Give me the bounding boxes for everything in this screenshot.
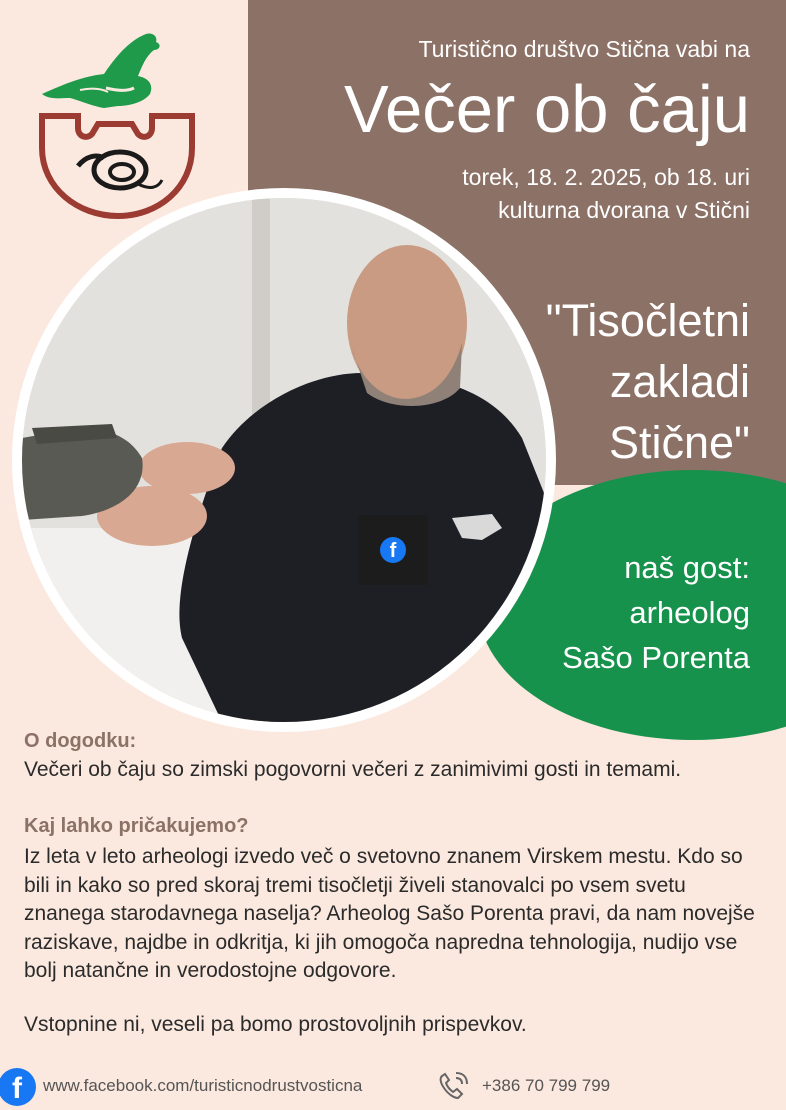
event-place: kulturna dvorana v Stični [498, 197, 750, 223]
facebook-link[interactable]: www.facebook.com/turisticnodrustvosticna [43, 1076, 363, 1095]
event-title: Večer ob čaju [344, 72, 750, 147]
society-logo [34, 28, 204, 223]
lecture-title: "Tisočletni zakladi Stične" [545, 295, 750, 468]
facebook-overlay[interactable] [358, 515, 428, 585]
facebook-icon[interactable]: f [0, 1068, 36, 1106]
expect-text: Iz leta v leto arheologi izvedo več o svetovno znanem Virskem mestu. Kdo so bili in kako so pred skoraj tremi tisočletji živeli stanovalci po vsem svetu znanega starodavnega naselja? Arheolog Sašo Porenta pravi, da nam novejše raziskave, najdbe in odkritja, ki jih omogoča napredna tehnologija, nudijo vse bolj natančne in verodostojne odgovore. [24, 845, 755, 982]
facebook-overlay-icon: f [380, 537, 406, 563]
expect-heading: Kaj lahko pričakujemo? [24, 815, 249, 837]
entry-text: Vstopnine ni, veseli pa bomo prostovoljnih prispevkov. [24, 1013, 527, 1036]
guest-info: naš gost: arheolog Sašo Porenta [562, 550, 750, 675]
event-date: torek, 18. 2. 2025, ob 18. uri [462, 164, 750, 190]
organizer-line: Turistično društvo Stična vabi na [418, 36, 750, 62]
about-heading: O dogodku: [24, 730, 137, 752]
phone-number[interactable]: +386 70 799 799 [482, 1076, 611, 1095]
about-text: Večeri ob čaju so zimski pogovorni večeri z zanimivimi gosti in temami. [24, 758, 682, 781]
phone-icon [436, 1070, 472, 1102]
